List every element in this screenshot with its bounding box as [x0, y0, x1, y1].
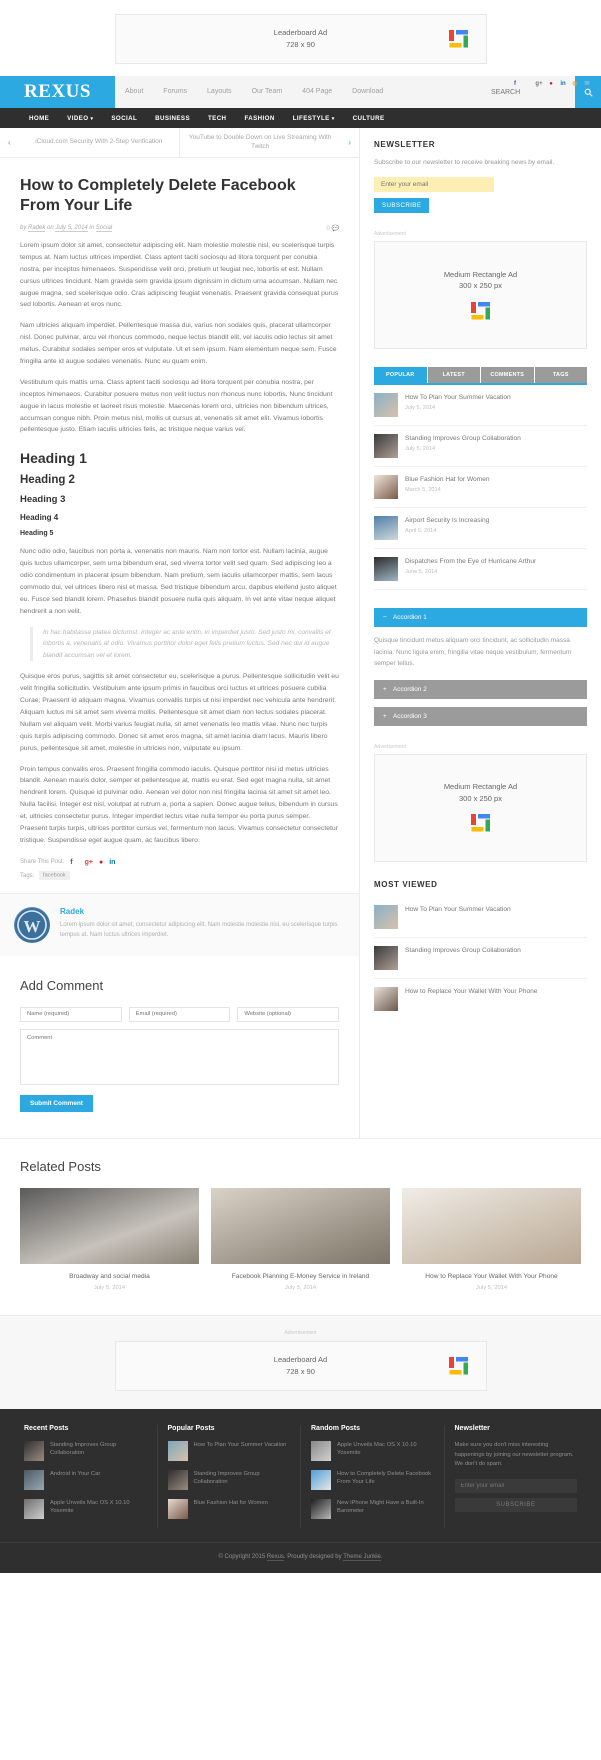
- leaderboard-ad-line2: 728 x 90: [286, 40, 315, 49]
- comment-name-input[interactable]: [20, 1007, 122, 1022]
- related-posts-section: [0, 1138, 601, 1315]
- related-post-title: Broadway and social media: [69, 1272, 150, 1280]
- post-heading-1: Heading 1: [20, 450, 87, 467]
- list-item[interactable]: [311, 1499, 434, 1519]
- author-description: Lorem ipsum dolor sit amet, consectetur adipiscing elit. Nam molestie molestie nisl, eu scelerisque turpis tempus at. Nam luctus ultrices imperdiet.: [60, 921, 338, 938]
- nav-item-culture[interactable]: CULTURE: [352, 114, 385, 122]
- list-item[interactable]: [374, 508, 587, 549]
- pinterest-icon[interactable]: ●: [549, 80, 553, 87]
- list-item-title: Blue Fashion Hat for Women: [193, 1499, 268, 1506]
- wordpress-logo-icon: [14, 907, 50, 943]
- most-viewed-title: MOST VIEWED: [374, 879, 438, 889]
- email-icon[interactable]: ✉: [584, 81, 590, 87]
- copyright-mid: . Proudly designed by: [283, 1553, 342, 1560]
- google-ads-icon: [470, 812, 492, 834]
- leaderboard-ad-line2: 728 x 90: [286, 1366, 315, 1376]
- thumbnail: [374, 987, 398, 1011]
- list-item-title: Dispatches From the Eye of Hurricane Arthur: [405, 558, 537, 566]
- list-item[interactable]: [374, 549, 587, 590]
- thumbnail: [374, 475, 398, 499]
- list-item[interactable]: [311, 1470, 434, 1490]
- thumbnail: [168, 1470, 188, 1490]
- accordion-header-2[interactable]: [374, 680, 587, 699]
- list-item-date: March 5, 2014: [405, 486, 441, 493]
- article: [0, 158, 359, 956]
- tab-latest[interactable]: LATEST: [428, 367, 482, 383]
- chevron-down-icon: ▾: [90, 115, 94, 122]
- leaderboard-ad-line1: Leaderboard Ad: [273, 28, 328, 38]
- site-header: [0, 76, 601, 108]
- related-post-image: [211, 1188, 390, 1264]
- list-item-title: How to Replace Your Wallet With Your Phone: [405, 987, 538, 995]
- topnav-item-layouts[interactable]: Layouts: [207, 88, 232, 95]
- related-post-date: July 5, 2014: [93, 1284, 126, 1291]
- list-item-title: How to Completely Delete Facebook From Your Life: [337, 1470, 432, 1486]
- footer-column-title: Popular Posts: [167, 1424, 215, 1432]
- footer-column-title: Recent Posts: [24, 1424, 69, 1432]
- post-paragraph-4: Nunc odio odio, faucibus non porta a, venenatis non mauris. Nam non tortor est. Nullam lacinia, augue quis luctus ullamcorper, sem urna bibendum erat, sed viverra tortor velit sed quam. Sed adipiscing leo a odio condimentum in placerat ipsum bibendum. Nam pretium, sem iaculis ullamcorper mattis, sem lacus commodo dui, vel ultrices libero nisl et massa. Sed tristique bibendum arcu, dapibus eleifend justo aliquet eu. Fusce sed blandit lorem. Phasellus blandit posuere nulla quis aliquam. In vel ante vitae neque aliquet hendrerit a non velit.: [20, 548, 337, 615]
- share-linkedin-icon[interactable]: in: [109, 858, 116, 866]
- rss-icon[interactable]: ◎: [572, 81, 578, 87]
- list-item-date: June 5, 2014: [405, 568, 438, 575]
- copyright-bar: [0, 1542, 601, 1573]
- site-logo[interactable]: REXUS: [0, 76, 115, 108]
- page-container: [0, 128, 601, 1138]
- topnav-item-about[interactable]: About: [125, 88, 144, 95]
- post-heading-2: Heading 2: [20, 474, 75, 487]
- thumbnail: [374, 557, 398, 581]
- topnav-item-our-team[interactable]: Our Team: [251, 88, 283, 95]
- comment-form-section: [0, 956, 359, 1138]
- tags-label: Tags:: [20, 872, 35, 879]
- tab-comments[interactable]: COMMENTS: [481, 367, 535, 383]
- list-item-title: Apple Unveils Mac OS X 10.10 Yosemite: [337, 1441, 417, 1457]
- list-item-date: July 5, 2014: [405, 404, 436, 411]
- widget-tabs: [374, 367, 587, 383]
- related-post-title: How to Replace Your Wallet With Your Phone: [425, 1272, 558, 1280]
- comment-count[interactable]: 0 💬: [326, 226, 339, 232]
- list-item-title: Android in Your Car: [50, 1470, 101, 1477]
- related-post-card[interactable]: [402, 1188, 581, 1291]
- thumbnail: [168, 1499, 188, 1519]
- footer-newsletter-title: Newsletter: [454, 1424, 490, 1432]
- leaderboard-ad-line1: Leaderboard Ad: [273, 1355, 328, 1365]
- thumbnail: [311, 1499, 331, 1519]
- google-ads-icon: [448, 28, 470, 50]
- list-item-title: New iPhone Might Have a Built-In Barometer: [337, 1499, 424, 1515]
- plus-icon: +: [383, 685, 387, 693]
- accordion-label-2: Accordion 2: [393, 685, 427, 693]
- nav-item-social[interactable]: SOCIAL: [111, 114, 138, 122]
- comment-field-row: [20, 1007, 339, 1022]
- footer-column-recent-posts: [14, 1425, 158, 1528]
- list-item-title: How To Plan Your Summer Vacation: [193, 1441, 287, 1448]
- related-posts-title: Related Posts: [20, 1158, 101, 1174]
- tab-tags[interactable]: TAGS: [535, 367, 588, 383]
- thumbnail: [374, 434, 398, 458]
- thumbnail: [374, 516, 398, 540]
- linkedin-icon[interactable]: in: [560, 80, 566, 87]
- advertisement-label: Advertisement: [374, 231, 406, 238]
- footer-newsletter-email-input[interactable]: [455, 1479, 578, 1493]
- nav-item-tech[interactable]: TECH: [207, 114, 227, 122]
- list-item-title: Standing Improves Group Collaboration: [405, 946, 521, 954]
- share-label: Share This Post:: [20, 859, 65, 866]
- topnav-item-404-page[interactable]: 404 Page: [302, 88, 333, 95]
- byline-date-link[interactable]: July 5, 2014: [55, 225, 88, 231]
- nav-item-lifestyle[interactable]: LIFESTYLE ▾: [292, 114, 335, 122]
- rect-ad-line1: Medium Rectangle Ad: [443, 781, 518, 791]
- related-post-image: [402, 1188, 581, 1264]
- related-posts-grid: [20, 1188, 581, 1291]
- share-facebook-icon[interactable]: f: [70, 858, 73, 866]
- list-item-title: Airport Security Is Increasing: [405, 517, 490, 525]
- list-item[interactable]: [374, 938, 587, 979]
- byline-category-link[interactable]: Social: [95, 225, 113, 231]
- most-viewed-widget: [374, 880, 587, 1019]
- list-item-date: April 5, 2014: [405, 527, 437, 534]
- tabbed-posts-widget: [374, 367, 587, 590]
- tag-chip[interactable]: facebook: [39, 871, 70, 880]
- list-item[interactable]: [24, 1499, 147, 1519]
- leaderboard-ad-bottom[interactable]: [115, 1341, 487, 1391]
- byline-by-label: by: [20, 225, 27, 231]
- footer-column-random-posts: [301, 1425, 445, 1528]
- list-item-title: Apple Unveils Mac OS X 10.10 Yosemite: [50, 1499, 130, 1515]
- newsletter-widget: [374, 140, 587, 213]
- footer-newsletter-subscribe-button[interactable]: SUBSCRIBE: [455, 1498, 578, 1512]
- accordion-header-3[interactable]: [374, 707, 587, 726]
- footer-column-newsletter: [445, 1425, 588, 1528]
- thumbnail: [24, 1499, 44, 1519]
- copyright-site-link[interactable]: Rexus: [266, 1553, 284, 1560]
- post-byline: [20, 225, 339, 240]
- list-item-title: Standing Improves Group Collaboration: [50, 1441, 117, 1457]
- bottom-leaderboard-ad-section: [0, 1315, 601, 1409]
- rect-ad-line1: Medium Rectangle Ad: [443, 269, 518, 279]
- list-item[interactable]: [374, 426, 587, 467]
- footer-column-title: Random Posts: [311, 1424, 361, 1432]
- byline-on-label: on: [47, 225, 54, 231]
- site-footer: [0, 1409, 601, 1542]
- facebook-icon[interactable]: f: [514, 80, 516, 87]
- list-item-title: How To Plan Your Summer Vacation: [405, 394, 511, 402]
- related-post-date: July 5, 2014: [475, 1284, 508, 1291]
- google-ads-icon: [448, 1355, 470, 1377]
- list-item[interactable]: [374, 467, 587, 508]
- page-title: How to Completely Delete Facebook From Your Life: [20, 177, 296, 214]
- twitter-icon[interactable]: [523, 81, 531, 87]
- sidebar: [360, 128, 601, 1138]
- thumbnail: [374, 946, 398, 970]
- list-item[interactable]: [168, 1441, 291, 1461]
- list-item[interactable]: [311, 1441, 434, 1461]
- post-paragraph-5: Quisque eros purus, sagittis sit amet consectetur eu, scelerisque a purus. Pellentesque sollicitudin velit eu velit fringilla sollicitudin. Vestibulum ante ipsum primis in faucibus orci luctus et ultrices posuere cubilia Curae; Praesent id aliquam magna. Vivamus convallis turpis ut nisi imperdiet nec vehicula ante hendrerit. Aliquam luctus mi sit amet sem viverra mollis. Pellentesque sit amet diam non lectus sodales placerat. Nullam vel aliquam velit. Morbi varius feugiat nulla, sit amet venenatis leo mattis vitae. Nunc nec turpis quis turpis adipiscing commodo. Donec sit amet eros magna, sit amet lacinia diam lacus. Mauris libero purus, pellentesque sit amet, molestie in ultricies non, vulputate eu ipsum.: [20, 673, 339, 752]
- advertisement-label: Advertisement: [374, 743, 406, 750]
- search-icon: [584, 88, 593, 97]
- list-item-date: July 5, 2014: [405, 445, 436, 452]
- post-navigation: [0, 128, 359, 158]
- author-box: [0, 893, 359, 956]
- share-pinterest-icon[interactable]: ●: [98, 858, 104, 866]
- post-body: [20, 240, 339, 847]
- topnav-item-download[interactable]: Download: [352, 88, 384, 95]
- nav-item-fashion[interactable]: FASHION: [244, 114, 275, 122]
- accordion-label-3: Accordion 3: [393, 712, 427, 720]
- top-navigation: [115, 76, 487, 108]
- main-navigation: [0, 108, 601, 128]
- advertisement-label: Advertisement: [284, 1329, 317, 1336]
- avatar: [14, 907, 50, 943]
- topnav-item-forums[interactable]: Forums: [163, 88, 188, 95]
- post-paragraph-2: Nam ultricies aliquam imperdiet. Pellentesque massa dui, varius non sodales quis, placerat ullamcorper nisl. Donec pulvinar, arcu vel rhoncus commodo, neque lectus blandit elit, vel iaculis odio lectus sit amet metus. Curabitur sodales semper eros et vulputate. Ut et sem ipsum. Nam elementum neque sem. Fusce fringilla ante id augue sodales venenatis. Nunc eu quam enim.: [20, 322, 337, 366]
- byline-author-link[interactable]: Radek: [28, 225, 46, 231]
- list-item-title: Standing Improves Group Collaboration: [193, 1470, 260, 1486]
- nav-item-business[interactable]: BUSINESS: [155, 114, 190, 122]
- newsletter-title: NEWSLETTER: [374, 140, 436, 149]
- google-ads-icon: [470, 300, 492, 322]
- related-post-title: Facebook Planning E-Money Service in Ireland: [231, 1272, 370, 1280]
- add-comment-title: Add Comment: [20, 977, 104, 993]
- share-this-post: [20, 859, 339, 866]
- byline-meta: [20, 225, 112, 232]
- submit-comment-button[interactable]: Submit Comment: [20, 1095, 93, 1112]
- accordion-widget: [374, 608, 587, 725]
- header-social-links: [511, 80, 591, 87]
- next-post-arrow-icon[interactable]: ›: [348, 138, 351, 147]
- newsletter-subscribe-button[interactable]: SUBSCRIBE: [374, 198, 429, 213]
- list-item[interactable]: [374, 897, 587, 938]
- share-google-plus-icon[interactable]: g+: [84, 858, 93, 866]
- newsletter-description: Subscribe to our newsletter to receive breaking news by email.: [374, 159, 555, 166]
- post-heading-4: Heading 4: [20, 513, 59, 523]
- accordion-header-1[interactable]: [374, 608, 587, 627]
- related-post-card[interactable]: [211, 1188, 390, 1291]
- list-item[interactable]: [374, 385, 587, 426]
- related-post-card[interactable]: [20, 1188, 199, 1291]
- list-item[interactable]: [168, 1499, 291, 1519]
- copyright-prefix: © Copyright 2015: [218, 1553, 266, 1560]
- tab-popular[interactable]: POPULAR: [374, 367, 428, 383]
- thumbnail: [374, 393, 398, 417]
- byline-in-label: in: [89, 225, 95, 231]
- google-plus-icon[interactable]: g+: [535, 80, 543, 87]
- comment-bubble-icon: 💬: [331, 226, 339, 232]
- nav-item-home[interactable]: HOME: [29, 114, 50, 122]
- minus-icon: −: [383, 614, 387, 622]
- post-paragraph-3: Vestibulum quis mattis urna. Class aptent taciti sociosqu ad litora torquent per conubia nostra, per inceptos himenaeos. Curabitur posuere metus non velit luctus non rhoncus nunc lobortis. Nunc tincidunt augue in lacus molestie et laoreet risus molestie. Maecenas lorem orci, ultricies non bibendum ultrices, accumsan congue nibh. Proin metus nisl, mollis ut cursus at, venenatis sit amet elit. Vivamus lobortis pellentesque justo. Etiam iaculis ultricies felis, ac tristique neque varius vel.: [20, 378, 333, 434]
- accordion-label-1: Accordion 1: [393, 614, 427, 622]
- nav-item-video[interactable]: VIDEO ▾: [67, 114, 94, 122]
- rect-ad-line2: 300 x 250 px: [459, 793, 502, 803]
- thumbnail: [168, 1441, 188, 1461]
- prev-post-link[interactable]: iCloud.com Security With 2-Step Verification: [35, 138, 163, 146]
- footer-column-popular-posts: [158, 1425, 302, 1528]
- medium-rectangle-ad-2[interactable]: [374, 754, 587, 862]
- top-leaderboard-ad-section: [0, 0, 601, 76]
- related-post-image: [20, 1188, 199, 1264]
- chevron-down-icon: ▾: [331, 115, 335, 122]
- list-item[interactable]: [374, 979, 587, 1019]
- sidebar-ad-widget-1: [374, 231, 587, 349]
- copyright-suffix: .: [380, 1553, 383, 1560]
- list-item[interactable]: [24, 1441, 147, 1461]
- author-name[interactable]: Radek: [60, 906, 85, 916]
- thumbnail: [24, 1441, 44, 1461]
- leaderboard-ad-top[interactable]: [115, 14, 487, 64]
- thumbnail: [311, 1470, 331, 1490]
- footer-newsletter-description: Make sure you don't miss interesting happenings by joining our newsletter program. We don't do spam.: [454, 1441, 574, 1468]
- copyright-designer-link[interactable]: Theme Junkie: [343, 1553, 381, 1560]
- accordion-body-1: Quisque tincidunt metus aliquam orci tincidunt, ac sollicitudin massa lacinia. Nunc ligula enim, fringilla vitae neque vestibulum, fermentum semper tellus.: [374, 637, 572, 668]
- prev-post-arrow-icon[interactable]: ‹: [8, 138, 11, 147]
- list-item[interactable]: [24, 1470, 147, 1490]
- thumbnail: [374, 905, 398, 929]
- newsletter-email-input[interactable]: [374, 177, 494, 192]
- plus-icon: +: [383, 712, 387, 720]
- list-item-title: How To Plan Your Summer Vacation: [405, 905, 511, 913]
- list-item-title: Blue Fashion Hat for Women: [405, 476, 490, 484]
- author-info: [60, 907, 345, 943]
- svg-text:W: W: [23, 916, 41, 936]
- post-paragraph-1: Lorem ipsum dolor sit amet, consectetur adipiscing elit. Nam molestie molestie nisl, eu scelerisque turpis tempus at. Nam luctus ultrices imperdiet. Class aptent taciti sociosqu ad litora torquent per conubia nostra, per inceptos himenaeos. Suspendisse velit orci, pretium ut feugiat nec, lobortis et est. Nullam cursus ultrices tincidunt. Nam gravida sem gravida ipsum dignissim in dictum urna accumsan. Nullam nec augue magna, sed scelerisque odio. Cras adipiscing feugiat venenatis. Praesent gravida consequat purus sed lobortis. Aenean et eros nunc.: [20, 242, 339, 309]
- comment-email-input[interactable]: [129, 1007, 231, 1022]
- leaderboard-ad-text: [274, 27, 327, 50]
- next-post-link[interactable]: YouTube to Double Down on Live Streaming With Twitch: [188, 133, 332, 150]
- post-heading-3: Heading 3: [20, 494, 66, 506]
- thumbnail: [24, 1470, 44, 1490]
- list-item[interactable]: [168, 1470, 291, 1490]
- post-heading-5: Heading 5: [20, 530, 54, 538]
- list-item-title: Standing Improves Group Collaboration: [405, 435, 521, 443]
- post-paragraph-6: Proin tempus convallis eros. Praesent fringilla commodo iaculis. Quisque porttitor nisi id metus ultricies blandit. Aenean mauris dolor, semper et pellentesque at, mattis eu erat. Sed eget magna nulla, sit amet hendrerit lorem. Quisque id pulvinar odio. Aenean vel dolor non nisl fringilla lacinia sit amet sit amet leo. Nulla facilisi. Integer est nisl, volutpat at rutrum a, porta a sapien. Donec augue tellus, bibendum in cursus et, ultricies consectetur purus. Integer imperdiet lectus vitae nulla tempor eu porta purus semper. Praesent turpis turpis, ultrices porttitor cursus vel, fermentum non lacus. Vivamus consectetur consectetur tristique. Suspendisse eget augue quam, ac faucibus libero.: [20, 765, 338, 844]
- comment-textarea[interactable]: [20, 1029, 339, 1085]
- related-post-date: July 5, 2014: [284, 1284, 317, 1291]
- thumbnail: [311, 1441, 331, 1461]
- sidebar-ad-widget-2: [374, 744, 587, 862]
- medium-rectangle-ad-1[interactable]: [374, 241, 587, 349]
- rect-ad-line2: 300 x 250 px: [459, 281, 502, 291]
- post-blockquote: In hac habitasse platea dictumst. Integer ac ante enim, in imperdiet justo. Sed justo mi, convallis et lobortis a, venenatis at odio. Vivamus porttitor dolor eget felis pretium luctus. Sed nec dui id augue blandit accumsan vel et lorem.: [30, 627, 339, 662]
- comment-website-input[interactable]: [237, 1007, 339, 1022]
- post-tags: [20, 873, 339, 879]
- content-column: [0, 128, 360, 1138]
